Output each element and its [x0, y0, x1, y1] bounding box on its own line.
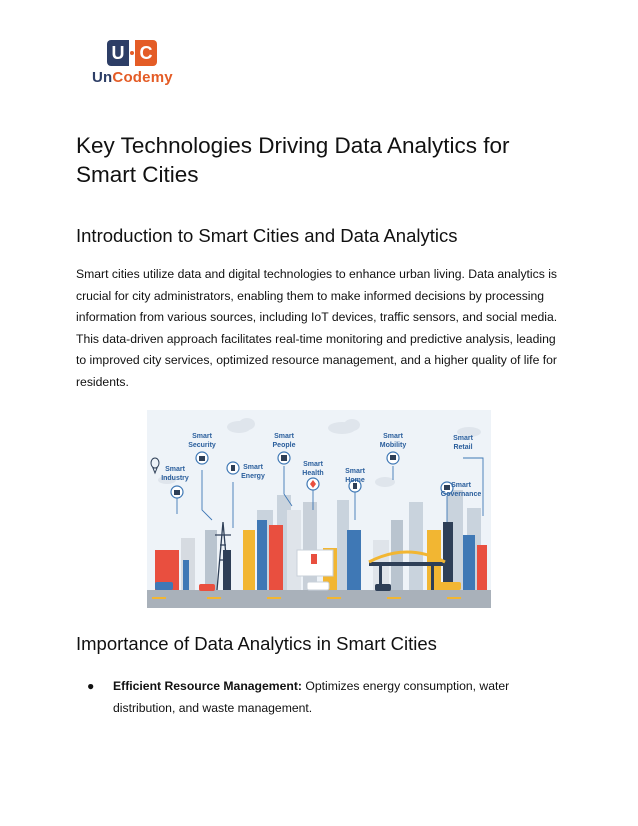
logo-word-un: Un [92, 69, 113, 86]
intro-heading: Introduction to Smart Cities and Data Analytics [76, 225, 458, 246]
logo-wordmark [92, 69, 172, 86]
bullet-bold-label: Efficient Resource Management: [113, 679, 302, 693]
label-smart-governance-line2: Governance [440, 491, 482, 498]
label-smart-retail-line2: Retail [453, 444, 473, 451]
logo-word-codemy: Codemy [112, 69, 173, 86]
label-smart-health-line1: Smart [303, 461, 323, 468]
label-smart-energy-line1: Smart [243, 464, 263, 471]
smart-city-infographic [147, 410, 491, 608]
uncodemy-logo [92, 40, 172, 86]
logo-dot [130, 51, 134, 55]
list-item [76, 676, 566, 719]
label-smart-security-line1: Smart [192, 433, 212, 440]
label-smart-home-line1: Smart [345, 468, 365, 475]
importance-bullet-list [76, 676, 566, 719]
bullet-text: Optimizes energy consumption, water distribution, and waste management. [113, 679, 510, 715]
label-smart-industry-line2: Industry [161, 475, 189, 482]
importance-heading: Importance of Data Analytics in Smart Cities [76, 633, 437, 654]
label-smart-energy-line2: Energy [241, 473, 265, 480]
logo-mark [92, 40, 172, 66]
label-smart-security-line2: Security [188, 442, 216, 449]
intro-paragraph: Smart cities utilize data and digital technologies to enhance urban living. Data analytics is crucial for city administrators, enabling them to make informed decisions by processing information from various sources, including IoT devices, traffic sensors, and social media. This data-driven approach facilitates real-time monitoring and predictive analysis, leading to improved city services, optimized resource management, and a higher quality of life for residents. [76, 267, 558, 389]
label-smart-home-line2: Home [345, 477, 365, 484]
logo-tile-c: C [135, 40, 157, 66]
document-title: Key Technologies Driving Data Analytics for Smart Cities [76, 133, 510, 187]
bullet-dot-icon: ● [87, 679, 95, 693]
label-smart-mobility-line2: Mobility [379, 442, 407, 449]
label-smart-industry-line1: Smart [165, 466, 185, 473]
logo-tile-u: U [107, 40, 129, 66]
label-smart-retail-line1: Smart [453, 435, 473, 442]
label-smart-governance-line1: Smart [451, 482, 471, 489]
label-smart-people-line2: People [272, 442, 296, 449]
label-smart-people-line1: Smart [274, 433, 294, 440]
label-smart-mobility-line1: Smart [383, 433, 403, 440]
label-smart-health-line2: Health [302, 470, 324, 477]
